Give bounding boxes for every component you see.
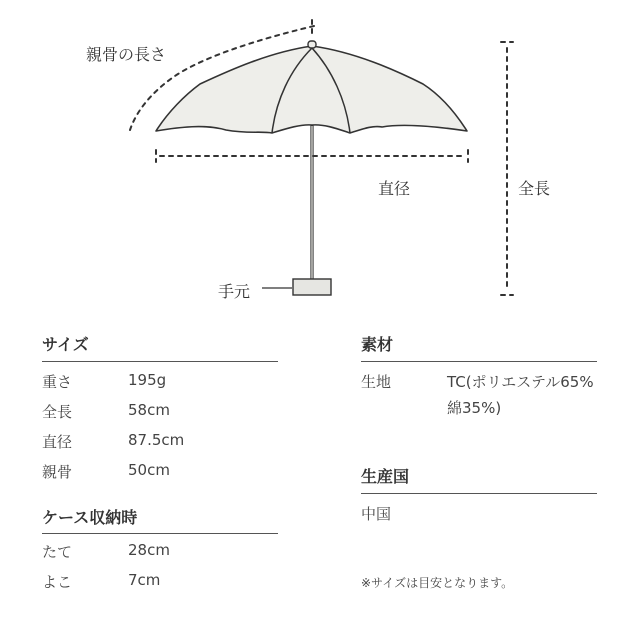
umbrella-tip [308, 41, 316, 48]
material-value-line1: TC(ポリエステル65% [447, 373, 594, 391]
size-value: 87.5cm [128, 431, 185, 449]
material-divider [361, 361, 597, 362]
case-value: 7cm [128, 571, 161, 589]
material-value-line2: 綿35%) [447, 399, 502, 417]
size-value: 58cm [128, 401, 170, 419]
size-disclaimer-note: ※サイズは目安となります。 [361, 576, 514, 590]
origin-value: 中国 [361, 505, 392, 523]
size-key: 親骨 [42, 463, 73, 481]
case-key: よこ [42, 573, 73, 591]
case-value: 28cm [128, 541, 170, 559]
diameter-label: 直径 [378, 179, 411, 198]
size-key: 重さ [42, 373, 73, 391]
origin-divider [361, 493, 597, 494]
length-dimension [501, 42, 513, 295]
length-label: 全長 [518, 179, 551, 198]
size-section-title: サイズ [42, 335, 89, 354]
material-section-title: 素材 [361, 335, 394, 354]
size-key: 直径 [42, 433, 73, 451]
case-divider [42, 533, 278, 534]
case-section-title: ケース収納時 [42, 508, 138, 527]
origin-section-title: 生産国 [361, 467, 410, 486]
umbrella-handle [293, 279, 331, 295]
umbrella-canopy [156, 46, 467, 133]
size-value: 195g [128, 371, 167, 389]
size-divider [42, 361, 278, 362]
size-key: 全長 [42, 403, 73, 421]
material-key: 生地 [361, 373, 392, 391]
case-key: たて [42, 543, 73, 561]
rib-length-label: 親骨の長さ [86, 45, 167, 64]
size-value: 50cm [128, 461, 170, 479]
handle-label: 手元 [218, 282, 251, 301]
